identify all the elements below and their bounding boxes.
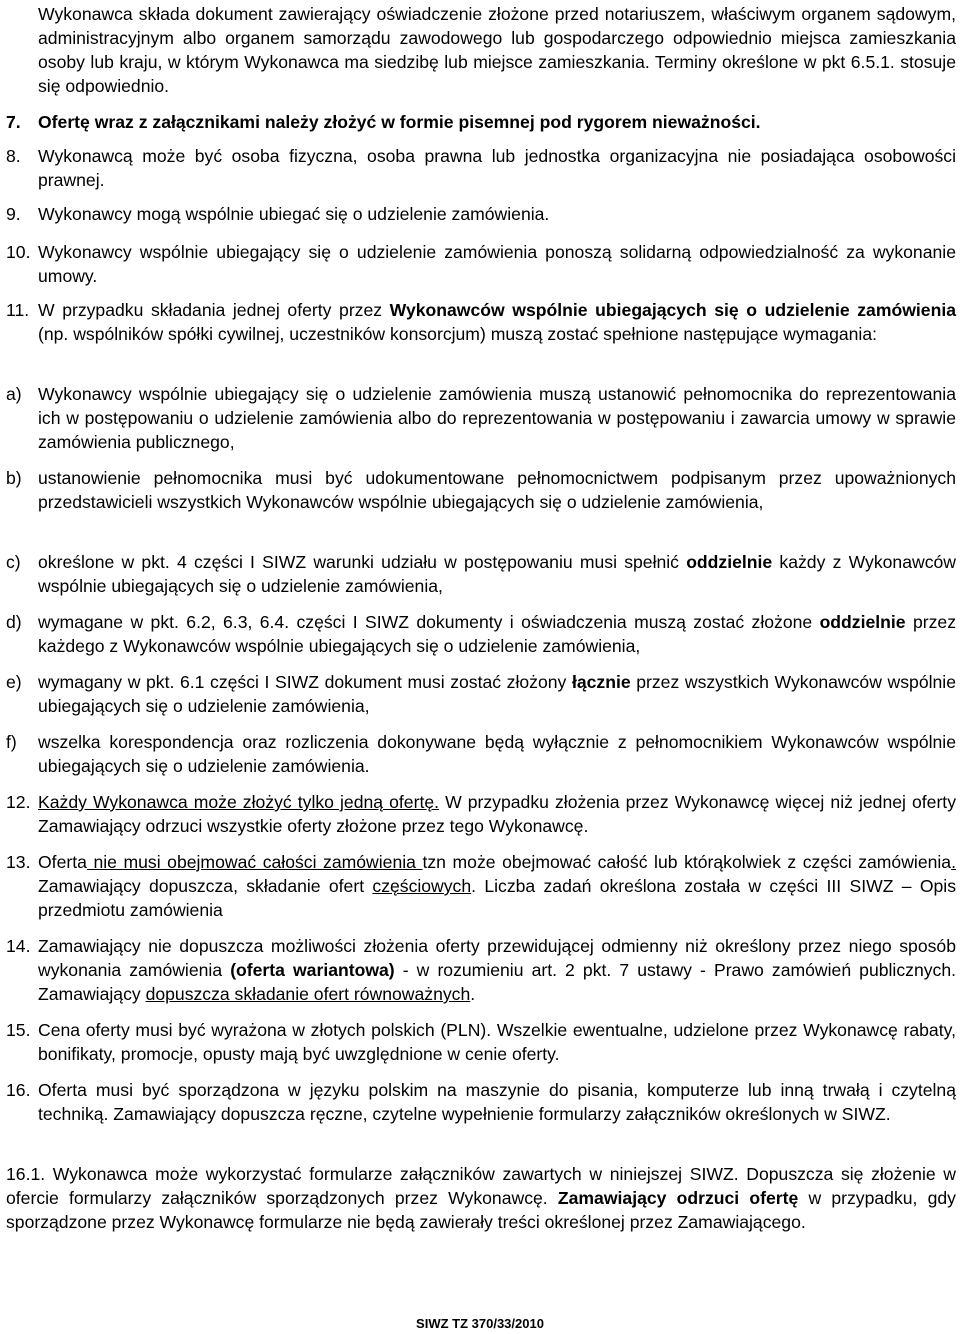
item-number: 12. bbox=[6, 792, 31, 812]
item-text: ustanowienie pełnomocnika musi być udokumentowane pełnomocnictwem podpisanym przez upoważnionych przedstawicieli wszystkich Wykonawców wspólnie ubiegających się o udzielenie zamówienia, bbox=[38, 468, 956, 512]
item-12 bbox=[6, 790, 956, 838]
item-16 bbox=[6, 1078, 956, 1126]
item-number: 16. bbox=[6, 1080, 31, 1100]
item-number: 10. bbox=[6, 242, 31, 262]
list-item-a bbox=[6, 382, 956, 454]
item-text: Każdy Wykonawca może złożyć tylko jedną ofertę. W przypadku złożenia przez Wykonawcę więcej niż jednej oferty Zamawiający odrzuci wszystkie oferty złożone przez tego Wykonawcę. bbox=[38, 792, 956, 836]
item-number: 15. bbox=[6, 1020, 31, 1040]
item-text: Wykonawcy wspólnie ubiegający się o udzielenie zamówienia muszą ustanowić pełnomocnika do reprezentowania ich w postępowaniu o udzielenie zamówienia albo do reprezentowania w postępowaniu i zawarcia umowy w sprawie zamówienia publicznego, bbox=[38, 384, 956, 452]
item-letter: c) bbox=[6, 552, 21, 572]
item-letter: b) bbox=[6, 468, 22, 488]
item-text: wymagane w pkt. 6.2, 6.3, 6.4. części I SIWZ dokumenty i oświadczenia muszą zostać złożone oddzielnie przez każdego z Wykonawców wspólnie ubiegających się o udzielenie zamówienia, bbox=[38, 612, 956, 656]
item-text: Wykonawcy wspólnie ubiegający się o udzielenie zamówienia ponoszą solidarną odpowiedzialność za wykonanie umowy. bbox=[38, 242, 956, 286]
intro-paragraph: Wykonawca składa dokument zawierający oświadczenie złożone przed notariuszem, właściwym organem sądowym, administracyjnym albo organem samorządu zawodowego lub gospodarczego odpowiednio miejsca zamieszkania osoby lub kraju, w którym Wykonawca ma siedzibę lub miejsce zamieszkania. Terminy określone w pkt 6.5.1. stosuje się odpowiednio. bbox=[38, 4, 956, 96]
item-letter: a) bbox=[6, 384, 22, 404]
item-text: Wykonawcą może być osoba fizyczna, osoba prawna lub jednostka organizacyjna nie posiadająca osobowości prawnej. bbox=[38, 146, 956, 190]
item-text: Zamawiający nie dopuszcza możliwości złożenia oferty przewidującej odmienny niż określony przez niego sposób wykonania zamówienia (oferta wariantowa) - w rozumieniu art. 2 pkt. 7 ustawy - Prawo zamówień publicznych. Zamawiający dopuszcza składanie ofert równoważnych. bbox=[38, 936, 956, 1004]
item-10 bbox=[6, 240, 956, 288]
item-number: 14. bbox=[6, 936, 31, 956]
item-14 bbox=[6, 934, 956, 1006]
item-number: 7. bbox=[6, 112, 21, 132]
page-footer: SIWZ TZ 370/33/2010 bbox=[416, 1316, 544, 1331]
item-number: 13. bbox=[6, 852, 31, 872]
item-letter: e) bbox=[6, 672, 22, 692]
item-text: Ofertę wraz z załącznikami należy złożyć w formie pisemnej pod rygorem nieważności. bbox=[38, 112, 761, 132]
item-letter: f) bbox=[6, 732, 17, 752]
item-11 bbox=[6, 298, 956, 346]
item-7 bbox=[6, 110, 956, 134]
item-number: 8. bbox=[6, 146, 21, 166]
item-number: 11. bbox=[6, 300, 30, 320]
item-text: wymagany w pkt. 6.1 części I SIWZ dokument musi zostać złożony łącznie przez wszystkich Wykonawców wspólnie ubiegających się o udzielenie zamówienia, bbox=[38, 672, 956, 716]
list-item-d bbox=[6, 610, 956, 658]
item-letter: d) bbox=[6, 612, 22, 632]
list-item-e bbox=[6, 670, 956, 718]
list-item-c bbox=[6, 550, 956, 598]
list-item-f bbox=[6, 730, 956, 778]
item-text: Oferta nie musi obejmować całości zamówienia tzn może obejmować całość lub którąkolwiek z części zamówienia. Zamawiający dopuszcza, składanie ofert częściowych. Liczba zadań określona została w części III SIWZ – Opis przedmiotu zamówienia bbox=[38, 852, 956, 920]
item-text: Oferta musi być sporządzona w języku polskim na maszynie do pisania, komputerze lub inną trwałą i czytelną techniką. Zamawiający dopuszcza ręczne, czytelne wypełnienie formularzy załączników określonych w SIWZ. bbox=[38, 1080, 956, 1124]
item-text: W przypadku składania jednej oferty przez Wykonawców wspólnie ubiegających się o udzielenie zamówienia (np. wspólników spółki cywilnej, uczestników konsorcjum) muszą zostać spełnione następujące wymagania: bbox=[38, 300, 956, 344]
item-15 bbox=[6, 1018, 956, 1066]
list-item-b bbox=[6, 466, 956, 514]
item-text: określone w pkt. 4 części I SIWZ warunki udziału w postępowaniu musi spełnić oddzielnie każdy z Wykonawców wspólnie ubiegających się o udzielenie zamówienia, bbox=[38, 552, 956, 596]
item-number: 9. bbox=[6, 204, 21, 224]
item-13 bbox=[6, 850, 956, 922]
item-text: wszelka korespondencja oraz rozliczenia dokonywane będą wyłącznie z pełnomocnikiem Wykonawców wspólnie ubiegających się o udzielenie zamówienia. bbox=[38, 732, 956, 776]
item-text: Wykonawcy mogą wspólnie ubiegać się o udzielenie zamówienia. bbox=[38, 204, 550, 224]
item-9 bbox=[6, 202, 956, 226]
item-16-1: 16.1. Wykonawca może wykorzystać formularze załączników zawartych w niniejszej SIWZ. Dopuszcza się złożenie w ofercie formularzy załączników sporządzonych przez Wykonawcę. Zamawiający odrzuci ofertę w przypadku, gdy sporządzone przez Wykonawcę formularze nie będą zawierały treści określonej przez Zamawiającego. bbox=[6, 1164, 956, 1232]
item-text: Cena oferty musi być wyrażona w złotych polskich (PLN). Wszelkie ewentualne, udzielone przez Wykonawcę rabaty, bonifikaty, promocje, opusty mają być uwzględnione w cenie oferty. bbox=[38, 1020, 956, 1064]
item-8 bbox=[6, 144, 956, 192]
